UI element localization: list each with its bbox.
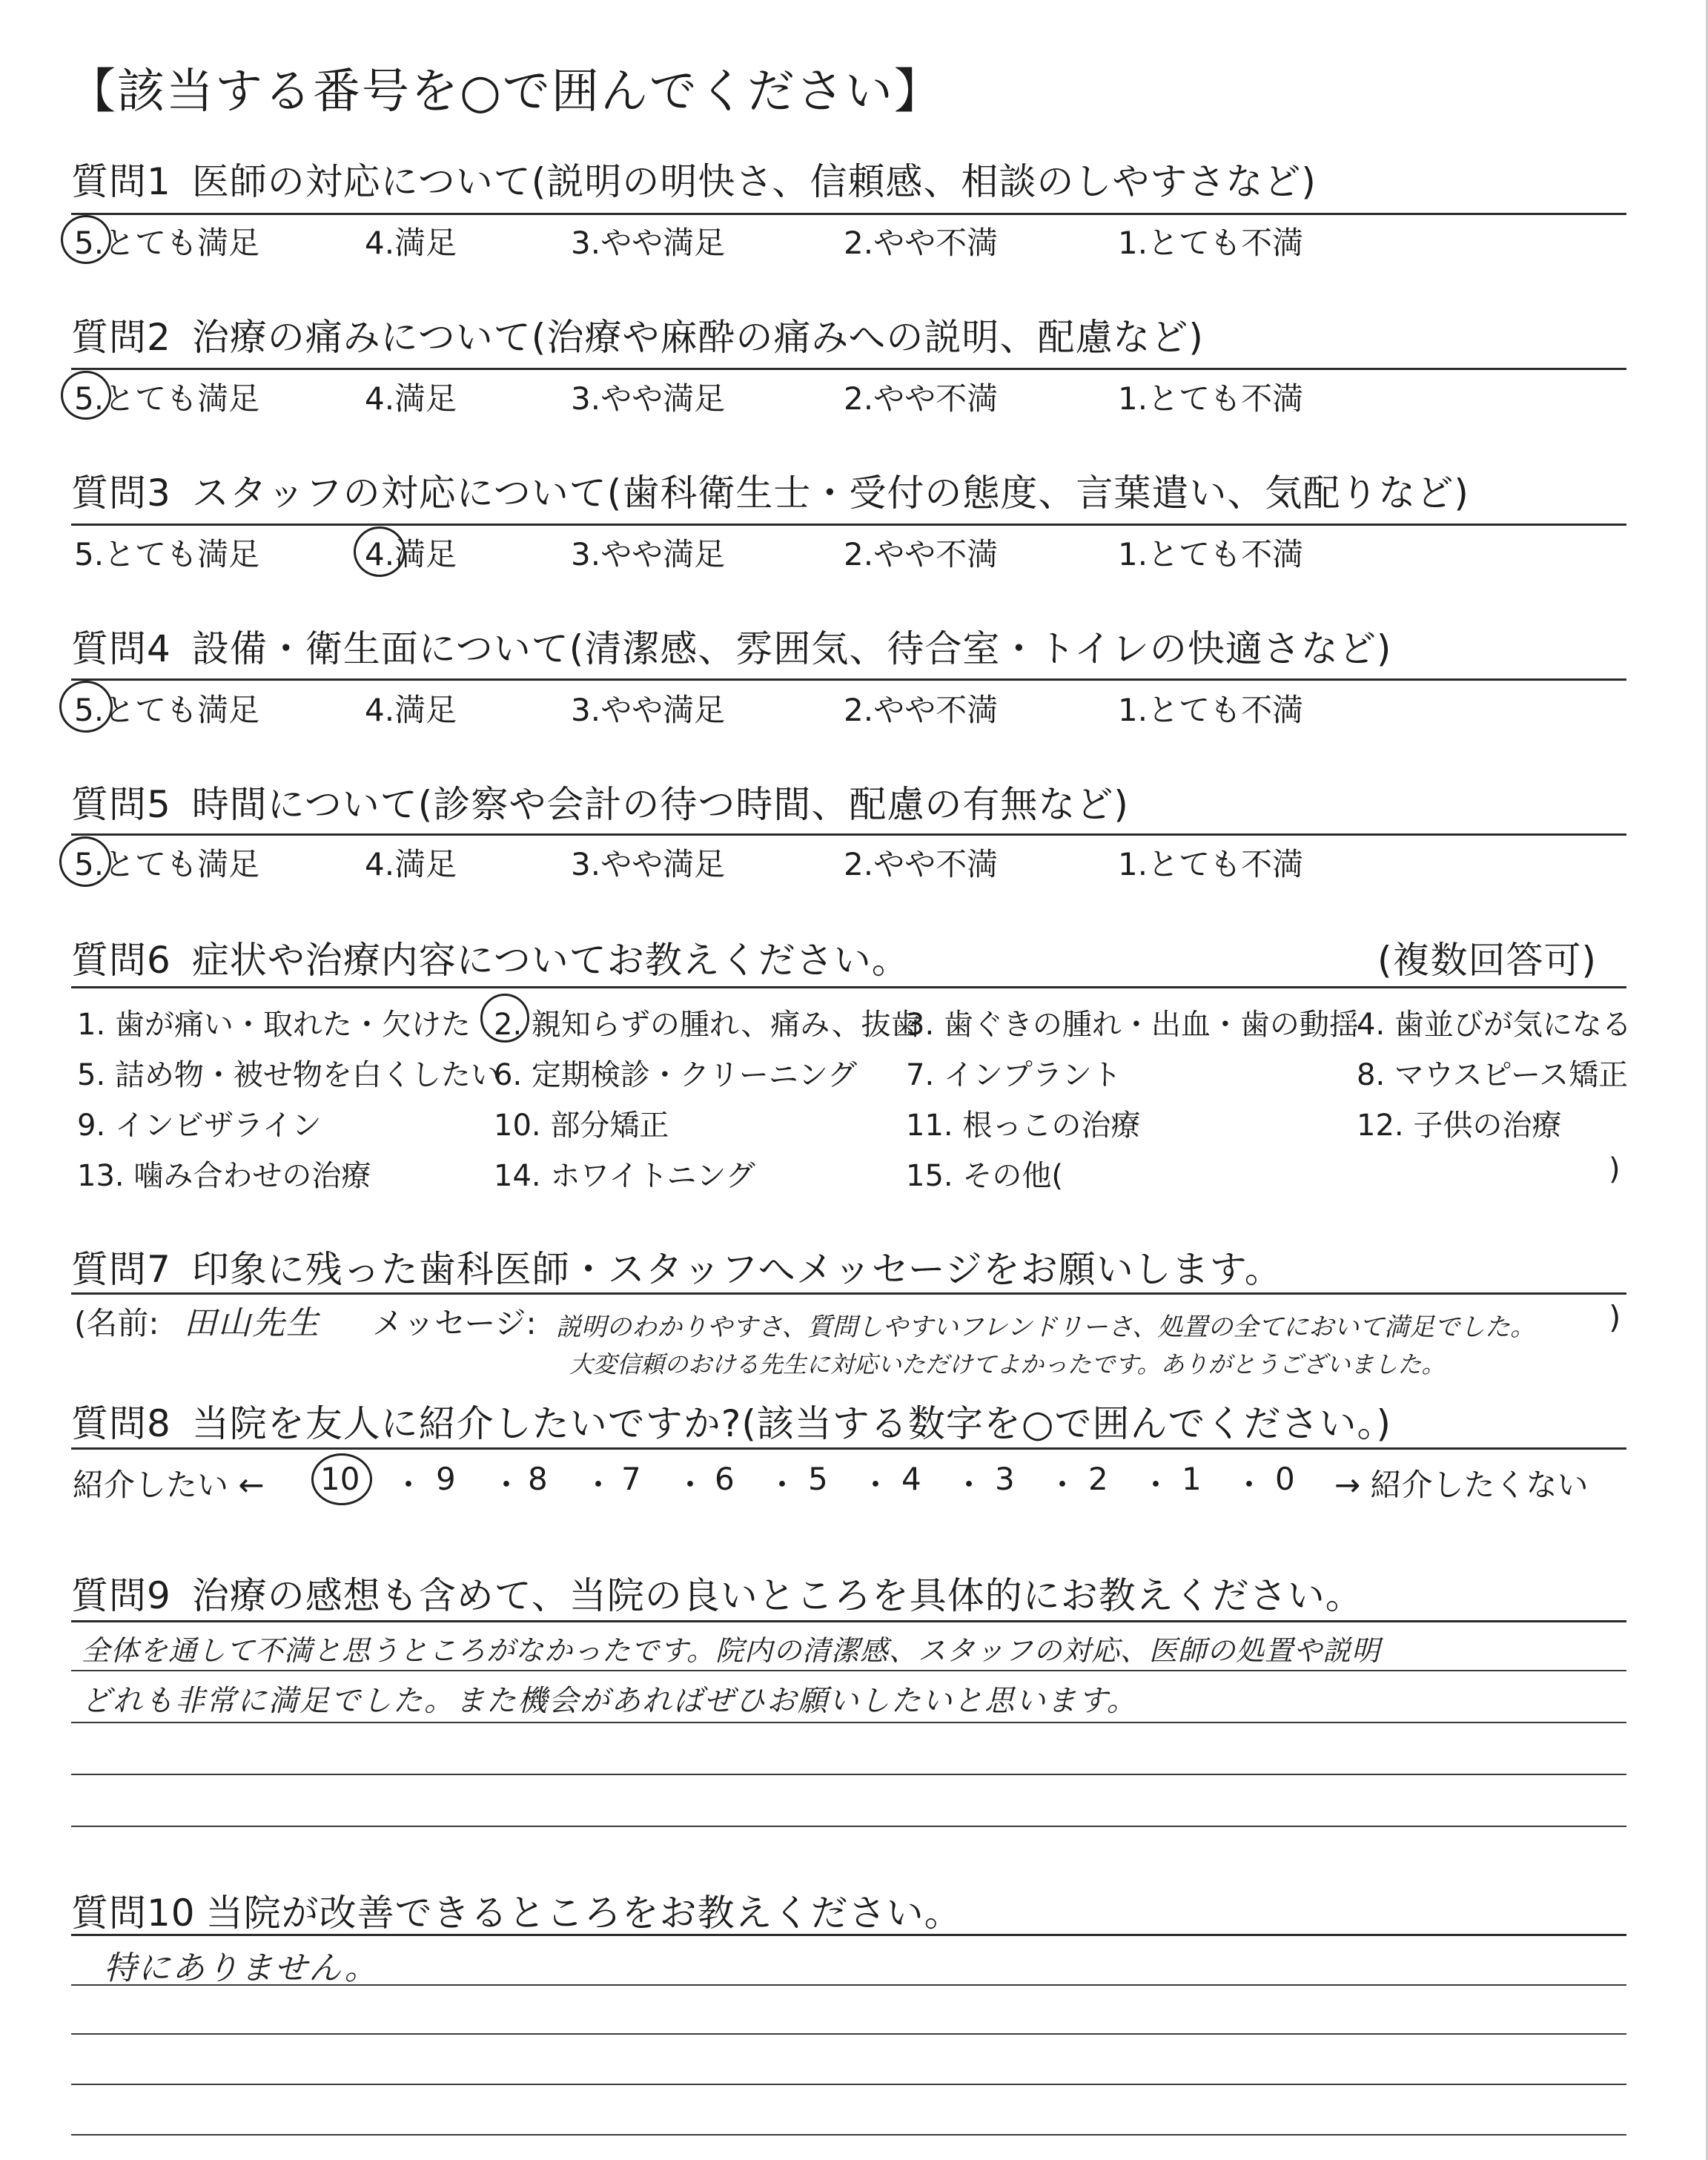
q2-selected-circle [61,371,111,420]
q8-scale-3[interactable]: 3 [995,1461,1015,1497]
q4-option-3[interactable]: 3.やや満足 [571,692,726,728]
q4-option-1[interactable]: 1.とても不満 [1118,692,1304,728]
question-10-number: 質問10 [71,1892,196,1935]
q8-selected-circle [311,1453,372,1505]
q6-option-4[interactable]: 4. 歯並びが気になる [1357,1008,1632,1042]
q8-scale-sep: ・ [767,1467,798,1503]
q6-option-10[interactable]: 10. 部分矯正 [494,1109,669,1143]
q8-scale-sep: ・ [491,1467,523,1503]
question-4-number: 質問4 [71,627,171,670]
q2-option-5[interactable]: 5.とても満足 [74,380,260,417]
q8-scale-5[interactable]: 5 [808,1461,828,1497]
q6-option-5[interactable]: 5. 詰め物・被せ物を白くしたい [77,1058,500,1092]
q9-answer-line-1: 全体を通して不満と思うところがなかったです。院内の清潔感、スタッフの対応、医師の処置や説明 [82,1634,1380,1667]
q9-answer-line-2: どれも非常に満足でした。また機会があればぜひお願いしたいと思います。 [82,1684,1138,1718]
q8-scale-sep: ・ [1047,1467,1079,1503]
q8-scale-sep: ・ [583,1467,615,1503]
question-3-text: スタッフの対応について(歯科衛生士・受付の態度、言葉遣い、気配りなど) [191,472,1469,515]
question-1-text: 医師の対応について(説明の明快さ、信頼感、相談のしやすさなど) [191,160,1317,203]
q8-scale-6[interactable]: 6 [715,1461,735,1497]
question-7-text: 印象に残った歯科医師・スタッフへメッセージをお願いします。 [191,1248,1282,1291]
q5-option-5[interactable]: 5.とても満足 [74,846,260,882]
q8-scale-1[interactable]: 1 [1182,1461,1202,1497]
q1-option-1[interactable]: 1.とても不満 [1118,225,1304,261]
question-2-heading [71,308,1204,361]
q6-option-13[interactable]: 13. 噛み合わせの治療 [77,1159,371,1193]
question-9-rule [71,1620,1626,1622]
q8-scale-sep: ・ [860,1467,892,1503]
q1-selected-circle [61,215,111,264]
q9-line [71,1670,1626,1671]
q5-option-3[interactable]: 3.やや満足 [571,846,726,882]
question-6-note: (複数回答可) [1377,939,1597,982]
q8-scale-0[interactable]: 0 [1275,1461,1295,1497]
question-6-heading [71,931,910,984]
question-2-rule [71,368,1626,370]
q8-scale-2[interactable]: 2 [1088,1461,1108,1497]
q1-option-4[interactable]: 4.満足 [365,225,457,261]
q5-option-1[interactable]: 1.とても不満 [1118,846,1304,882]
q6-option-14[interactable]: 14. ホワイトニング [494,1159,755,1193]
q3-option-4[interactable]: 4.満足 [365,536,457,572]
question-3-heading [71,463,1469,517]
q9-line [71,1826,1626,1827]
question-9-text: 治療の感想も含めて、当院の良いところを具体的にお教えください。 [191,1574,1363,1617]
q8-scale-sep: ・ [393,1467,425,1503]
q3-selected-circle [354,526,406,577]
q8-left-label: 紹介したい ← [73,1467,265,1503]
q8-scale-9[interactable]: 9 [436,1461,456,1497]
q2-option-2[interactable]: 2.やや不満 [844,380,999,417]
q5-option-4[interactable]: 4.満足 [365,846,457,882]
form-title: 【該当する番号を○で囲んでください】 [68,65,943,119]
question-7-heading [71,1240,1282,1293]
q6-option-7[interactable]: 7. インプラント [906,1058,1122,1092]
question-5-number: 質問5 [71,783,171,826]
q2-option-3[interactable]: 3.やや満足 [571,380,726,417]
question-2-number: 質問2 [71,316,171,359]
question-6-rule [71,986,1626,988]
q10-line [71,1984,1626,1986]
q8-scale-8[interactable]: 8 [528,1461,548,1497]
q6-option-15[interactable]: 15. その他( [906,1159,1063,1193]
q8-scale-sep: ・ [675,1467,706,1503]
q4-option-5[interactable]: 5.とても満足 [74,692,260,728]
q10-line [71,2084,1626,2085]
q9-line [71,1774,1626,1775]
q10-line [71,2134,1626,2136]
q6-option-15-close: ) [1609,1152,1621,1186]
question-8-text: 当院を友人に紹介したいですか?(該当する数字を○で囲んでください。) [191,1402,1391,1445]
q8-right-label: → 紹介したくない [1334,1467,1589,1503]
question-7-number: 質問7 [71,1248,171,1291]
q3-option-2[interactable]: 2.やや不満 [844,536,999,572]
question-8-heading [71,1394,1391,1447]
q6-option-8[interactable]: 8. マウスピース矯正 [1357,1058,1629,1092]
question-1-number: 質問1 [71,160,171,203]
q3-option-3[interactable]: 3.やや満足 [571,536,726,572]
q8-scale-4[interactable]: 4 [901,1461,921,1497]
q4-option-2[interactable]: 2.やや不満 [844,692,999,728]
question-4-text: 設備・衛生面について(清潔感、雰囲気、待合室・トイレの快適さなど) [191,627,1392,670]
q2-option-4[interactable]: 4.満足 [365,380,457,417]
q6-option-9[interactable]: 9. インビザライン [77,1109,322,1143]
q5-option-2[interactable]: 2.やや不満 [844,846,999,882]
q8-scale-sep: ・ [1234,1467,1265,1503]
q6-option-1[interactable]: 1. 歯が痛い・取れた・欠けた [77,1008,471,1042]
q6-option-12[interactable]: 12. 子供の治療 [1357,1109,1562,1143]
question-8-rule [71,1447,1626,1450]
q4-option-4[interactable]: 4.満足 [365,692,457,728]
q8-scale-7[interactable]: 7 [621,1461,641,1497]
question-10-heading [71,1883,962,1937]
q6-selected-circle [480,994,529,1043]
q7-message-line-2: 大変信頼のおける先生に対応いただけてよかったです。ありがとうございました。 [569,1350,1446,1378]
q10-line [71,2033,1626,2035]
q10-answer: 特にありません。 [104,1949,379,1987]
question-3-rule [71,524,1626,526]
q8-scale-sep: ・ [1140,1467,1172,1503]
q7-message-close: ) [1609,1299,1621,1335]
question-8-number: 質問8 [71,1402,171,1445]
q1-option-5[interactable]: 5.とても満足 [74,225,260,261]
q6-option-11[interactable]: 11. 根っこの治療 [906,1109,1141,1143]
q7-name-value: 田山先生 [184,1304,320,1342]
question-6-number: 質問6 [71,939,171,982]
q6-option-3[interactable]: 3. 歯ぐきの腫れ・出血・歯の動揺 [906,1008,1359,1042]
q7-message-label: メッセージ: [372,1305,537,1341]
q7-message-line-1: 説明のわかりやすさ、質問しやすいフレンドリーさ、処置の全てにおいて満足でした。 [556,1312,1536,1342]
q2-option-1[interactable]: 1.とても不満 [1118,380,1304,417]
question-3-number: 質問3 [71,472,171,515]
question-1-rule [71,213,1626,215]
question-4-rule [71,678,1626,681]
q5-selected-circle [59,836,111,887]
q3-option-1[interactable]: 1.とても不満 [1118,536,1304,572]
question-10-text: 当院が改善できるところをお教えください。 [205,1892,962,1935]
q9-line [71,1722,1626,1723]
q6-option-6[interactable]: 6. 定期検診・クリーニング [494,1058,858,1092]
q4-selected-circle [59,681,113,733]
q1-option-3[interactable]: 3.やや満足 [571,225,726,261]
question-6-text: 症状や治療内容についてお教えください。 [191,939,910,982]
question-9-number: 質問9 [71,1574,171,1617]
question-7-rule [71,1292,1626,1295]
question-5-text: 時間について(診察や会計の待つ時間、配慮の有無など) [191,783,1129,826]
q1-option-2[interactable]: 2.やや不満 [844,225,999,261]
question-5-heading [71,775,1129,828]
q6-option-2[interactable]: 2. 親知らずの腫れ、痛み、抜歯 [494,1008,921,1042]
question-10-rule [71,1934,1626,1936]
question-1-heading [71,152,1317,205]
question-2-text: 治療の痛みについて(治療や麻酔の痛みへの説明、配慮など) [191,316,1204,359]
question-9-heading [71,1566,1363,1619]
question-4-heading [71,619,1391,673]
question-5-rule [71,833,1626,836]
q3-option-5[interactable]: 5.とても満足 [74,536,260,572]
q7-name-label: (名前: [74,1305,159,1341]
q8-scale-10[interactable]: 10 [320,1461,360,1497]
q8-scale-sep: ・ [953,1467,985,1503]
